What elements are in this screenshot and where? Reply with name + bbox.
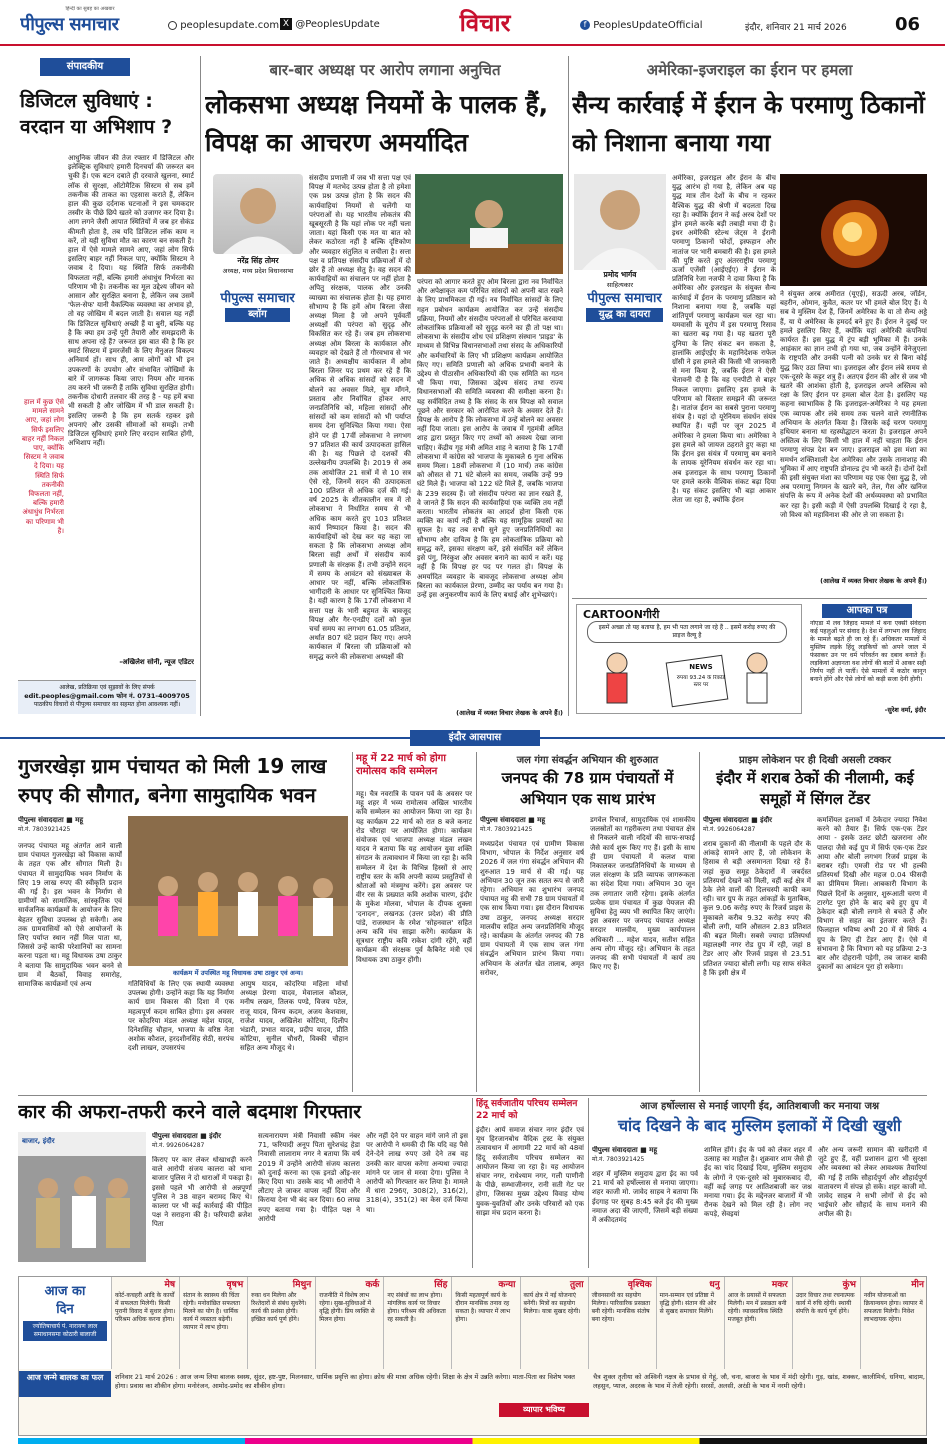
letter-label: आपका पत्र [822, 604, 912, 618]
story5-body-col3: और नहीं देने पर वाहन मांगे जाने तो इस पर आरोपी ने धमकी दी कि यदि वह पैसे देने-देने लाख रुपए उसे देने तब वह उनकी कार वापस करेगा अन्यथा ज्यादा मांगने पर जान से मरवा देगा। पुलिस ने आरोपी को गिरफ्तार कर लिया है। मामले में धारा 296ए, 308(2), 316(2), 318(4), 351(2) का केस दर्ज किया था। [366, 1132, 468, 1214]
war-author-photo [574, 174, 666, 270]
war-body-col1: अमेरिका, इजराइल और ईरान के बीच युद्ध आरंभ हो गया है, लेकिन अब यह युद्ध मात्र तीन देशों के बीच न रहकर वैश्विक युद्ध की श्रेणी में बदलता दिख रहा है। क्योंकि ईरान ने कई अरब देशों पर ड्रोन हमले करके बड़ी तबाही मचा दी है। इधर अमेरिकी स्टेल्थ जेट्स ने ईरानी परमाणु ठिकानों फोर्दो, इस्फहान और नातांज पर भारी बमबारी की है। इस हमले की पुष्टि करते हुए अंतरराष्ट्रीय परमाणु ऊर्जा एजेंसी (आईएईए) ने ईरान के प्रतिनिधि रेजा नजफी ने दावा किया है कि अमेरिका और इजराइल के संयुक्त सैन्य कार्रवाई में ईरान के परमाणु प्रतिष्ठान को निशाना बनाया गया है, जबकि यहां शांतिपूर्ण परमाणु कार्यक्रम चल रहा था। यमवासी के यूरोप में इस परमाणु रिसाव का खतरा बढ़ गया है। यह खतरा पूरी दुनिया के लिए संकट बन सकता है, हालांकि आईएईए के महानिदेशक राफेल ग्रॉसी ने इस हमले की किसी भी जानकारी से मना किया है, जबकि ईरान ने ऐसी चेतावनी दी है कि वह एनपीटी से बाहर निकल जाएगा। इसलिए इस हमले के परिणाम को विस्तार समझने की जरूरत है। नातांज ईरान का सबसे पुराना परमाणु संयंत्र है। यहां दो यूरेनियम संवर्धन संयंत्र स्थापित हैं। यहीं पर जून 2025 में अमेरिका ने हमला किया था। अमेरिका ने इस हमले को जायज ठहराते हुए कहा था कि ईरान इस संयंत्र में परमाणु बम बनाने के लायक यूरेनियम संवर्धन कर रहा था। अब इजराइल के साथ परमाणु ठिकानों पर हमले करके वैश्विक संकट बढ़ा दिया है। यह संकट इसलिए भी बड़ा आकार लेता जा रहा है, क्योंकि ईरान [672, 174, 776, 505]
story7-kicker: आज हर्षोल्लास से मनाई जाएगी ईद, आतिशबाजी कर मनाया जश्न [639, 1101, 880, 1112]
cartoon-label: CARTOONगीरी [583, 608, 660, 621]
editorial-pullquote: हाल में कुछ ऐसे मामले सामने आए, जहां लोग सिर्फ इसलिए बाहर नहीं निकल पाए, क्योंकि सिस्टम ने जवाब दे दिया। यह स्थिति सिर्फ तकनीकी विफलता नहीं, बल्कि हमारी अंधाधुंध निर्भरता का परिणाम भी है। [21, 398, 64, 535]
story1-photo-caption: कार्यक्रम में उपस्थित महू विधायक उषा ठाकुर एवं अन्य। [172, 969, 304, 977]
war-explosion-photo [780, 174, 927, 286]
story1-byline: पीपुल्स संवाददाता ■ महू मो.नं. 7803921425 [18, 816, 158, 836]
editorial-headline: डिजिटल सुविधाएं : वरदान या अभिशाप ? [20, 90, 173, 138]
horoscope-title-box [19, 1277, 111, 1369]
horoscope-birth-text: शनिवार 21 मार्च 2026 : आज जन्म लिया बालक स्वस्थ, सुंदर, हष्ट-पुष्ट, मिलनसार, धार्मिक प्रवृत्ति का होगा। क्रोध की मात्रा अधिक रहेगी। शिक्षा के क्षेत्र में उन्नति करेगा। माता-पिता का विशेष भक्त होगा। प्रवास का शौकीन होगा। मनोरंजन, आमोद-प्रमोद का शौकीन होगा। [115, 1373, 575, 1390]
cartoon-newspaper-text: रुपया 93.24 के रिकॉर्ड स्तर पर [676, 675, 726, 688]
story5-phone: मो.नं. 9926064287 [152, 1142, 205, 1149]
print-color-bar [18, 1438, 927, 1444]
sign-name: धनु [709, 1280, 720, 1290]
story-gujarkheda [18, 752, 348, 1092]
horoscope-signs [111, 1277, 927, 1369]
story4-body-col1: शराब दुकानों की नीलामी के पहले दौर के आंकड़े सामने आए हैं, जो लोकेशन के हिसाब से बड़ी असमानता दिखा रहे हैं। जहां कुछ समूह ठेकेदारों में जबर्दस्त प्रतिस्पर्धा देखने को मिली, वहीं कई क्षेत्र में ठेके लेने वालों की दिलचस्पी काफी कम रही। चार ग्रुप के तहत आंकड़ों के मुताबिक, कुल 9.06 करोड़ रुपए के रिजर्व प्राइस के मुकाबले करीब 9.32 करोड़ रुपए की बोली लगी, यानि औसतन 2.83 प्रतिशत की बढ़त मिली। सबसे ज्यादा प्रतिस्पर्धा महालक्ष्मी नगर रोड ग्रुप में रही, जहां 8 टेंडर आए और रिजर्व प्राइस से 23.51 प्रतिशत ज्यादा बोली लगी। यह साफ संकेत है कि इसी क्षेत्र में [703, 840, 811, 977]
horoscope-sign-12 [860, 1277, 927, 1369]
story2-headline: महू में 22 मार्च को होगा रामोत्सव कवि सम्मेलन [356, 753, 446, 777]
war-author-title: साहित्यकार [606, 281, 634, 289]
footer-disclaimer: पाठकीय विचारों से पीपुल्स समाचार का सहमत होना आवश्यक नहीं। [33, 701, 181, 708]
story4-headline: इंदौर में शराब ठेकों की नीलामी, कई समूहों में सिंगल टेंडर [716, 769, 914, 808]
story-eid [592, 1098, 927, 1268]
story-jal-ganga [480, 752, 695, 1092]
story7-byline: पीपुल्स संवाददाता ■ महू मो.नं. 7803921425 [592, 1146, 700, 1166]
horoscope-birth-label: आज जन्मे बालक का फल [19, 1371, 111, 1397]
horoscope-sign-10 [724, 1277, 792, 1369]
blog-body-col2: परंपरा को आगार करते हुए ओम बिरला द्वारा नव निर्वाचित और अपेक्षाकृत कम परिचित सांसदों को अपनी बात रखने के लिए प्राथमिकता दी गई। नव निर्वाचित सांसदों के लिए गहन प्रबोधन कार्यक्रम आयोजित कर उन्हें संसदीय प्रक्रिया, नियमों और संसदीय परंपराओं से परिचित करवाया लोकतांत्रिक प्रक्रियाओं को सुदृढ़ करने का ही तो पक्ष था। लोकसभा के संसदीय शोध एवं प्रशिक्षण संस्थान 'प्राइड' के माध्यम से विभिन्न विधानसभाओं तथा संसद के अधिकारियों और कर्मचारियों के लिए भी प्रशिक्षण कार्यक्रम आयोजित किए गए। समिति प्रणाली को अधिक प्रभावी बनाने के उद्देश्य से पीठासीन अधिकारियों की एक समिति का गठन भी किया गया, जिसका उद्देश्य संसद तथा राज्य विधानसभाओं की समिति व्यवस्था की समीक्षा करना है। यह सर्वविदित तथ्य है कि संसद के सत्र विपक्ष को सवाल पूछने और सरकार को आरोपित करने के अवसर देते हैं। विपक्ष के आरोप है कि लोकसभा में उन्हें बोलने का अवसर नहीं दिया जाता। इस आरोप के जवाब में गृहमंत्री अमित शाह द्वारा प्रस्तुत किए गए तथ्यों को अवश्य देखा जाना चाहिए। केंद्रीय गृह मंत्री अमित शाह ने बताया है कि 17वीं लोकसभा में कांग्रेस को भाजपा के मुकाबले 6 गुना अधिक समय मिला। 18वीं लोकसभा में (10 मार्च) तक कांग्रेस को औसत से 71 घंटे बोलने का समय, जबकि उन्हें 99 घंटे मिले हैं। भाजपा को 122 घंटे मिले हैं, जबकि भाजपा के 239 सदस्य हैं। जो संसदीय परंपरा का ज्ञान रखते हैं, वे जानते हैं कि सदन की कार्यवाहियां एक व्यक्ति तय नहीं करता। भारतीय लोकतंत्र का आदर्श होना किसी एक व्यक्ति का कार्य नहीं है बल्कि यह सामूहिक प्रयासों का सुफल है। यह तब सभी सुने हुए जनप्रतिनिधियों का सौभाग्य और दायित्व है कि हम लोकतांत्रिक प्रक्रिया को समृद्ध करें, इसका संरक्षण करें, इसे संवर्धित करें लेकिन इसे पंगु, निरंकुश और अवसर बनाने का कार्य न करें। यह नहीं है कि विपक्ष हर पद पर गलत हो। विपक्ष के अमर्यादित व्यवहार के बावजूद लोकसभा अध्यक्ष ओम बिरला का कार्यकाल प्रेरणा, उम्मीद का पर्याय बन गया है। उन्हें इस अनुकरणीय कार्य के लिए बधाई और शुभेच्छाएं। [417, 278, 563, 599]
masthead [0, 0, 945, 46]
editorial-column [18, 58, 196, 678]
blog-author-title: अध्यक्ष, मध्य प्रदेश विधानसभा [222, 267, 294, 275]
horoscope-strip [18, 1276, 927, 1436]
sign-name: वृषभ [226, 1280, 244, 1290]
facebook-icon: f [580, 20, 590, 30]
story3-phone: मो.नं. 7803921425 [480, 826, 533, 833]
story5-body-col2: सत्यनारायण मंत्री निवासी स्कीम नंबर 71, फरियादी अनूप पिता सुरेशचंद्र हेडा निवासी लालाराम नगर ने बताया कि वर्ष 2019 में उन्होंने आरोपी संजय कालरा को दुनाई करना का एक इनडो ऑइ-सर किए दिया था। उसके बाद भी आरोपी ने लौटाए ले जाकर वापस नहीं दिया और किराया देना भी बंद कर दिया। 60 लाख रुपए बताया गया है। पीड़ित पक्ष ने आरोपी [258, 1132, 360, 1223]
person-icon [213, 174, 303, 254]
story7-body-col2: शामिल होंगे। ईद के पर्व को लेकर शहर में उत्साह का माहौल है। शुक्रवार शाम जैसे ही ईद का चांद दिखाई दिया, मुस्लिम समुदाय के लोगों ने एक-दूसरे को मुबारकबाद दी, वहीं कई जगह पर आतिशबाजी कर जश्न मनाया गया। ईद के मद्देनजर बाजारों में भी रौनक देखने को मिल रही है। लोग नए कपड़े, सेवइयां [704, 1146, 812, 1219]
twitter-link[interactable]: X @PeoplesUpdate [280, 18, 410, 34]
war-badge-brand: पीपुल्स समाचार [587, 291, 662, 306]
story6-kicker: हिंदू सर्वजातीय परिचय सम्मेलन 22 मार्च को [476, 1099, 578, 1121]
sign-name: मकर [771, 1280, 788, 1290]
story7-phone: मो.नं. 7803921425 [592, 1156, 645, 1163]
x-twitter-icon: X [280, 18, 292, 30]
story1-headline: गुजरखेड़ा ग्राम पंचायत को मिली 19 लाख रुपए की सौगात, बनेगा सामुदायिक भवन [18, 754, 327, 807]
footer-contact [18, 691, 196, 700]
story4-body-col2: कमर्शियल इलाकों में ठेकेदार ज्यादा निवेश करने को तैयार हैं। सिर्फ एक-एक टेंडर आया - इसके उलट छोटी खजराना और पालदा जैसे कई ग्रुप में सिर्फ एक-एक टेंडर आया और बोली लगभग रिजर्व प्राइस के बराबर रही। एमजी रोड पर भी हल्की प्रतिस्पर्धा दिखी और महज 0.04 फीसदी का प्रीमियम मिला। आबकारी विभाग के पिछले दिनों के अनुसार, शुरूआती चरण में टारगेट पूरा होने के बाद बचे हुए ग्रुप में ठेकेदार बड़ी बोली लगाने से बचते हैं और विभाग से सहत का इंतजार करते हैं। फिलहाल भविष्य अभी 20 में से सिर्फ 4 ग्रुप के लिए ही टेंडर आए हैं। ऐसे में संभावना है कि विभाग को यह प्रक्रिया 2-3 बार और दोहरानी पड़ेगी, तब जाकर बाकी दुकानों का आवंटन पूरा हो सकेगा। [817, 816, 927, 972]
story2-body: महू। चैत्र नवरात्रि के पावन पर्व के अवसर पर महू शहर में भव्य रामोत्सव अखिल भारतीय कवि सम्मेलन का आयोजन किया जा रहा है। यह कार्यक्रम 22 मार्च को रात 8 बजे कनाट रोड चौराहा पर आयोजित होगा। कार्यक्रम संयोजक एवं भाजपा अध्यक्ष मंडल लखन यादव ने बताया कि यह आयोजन युवा शक्ति संगठन के तत्वावधान में किया जा रहा है। कवि सम्मेलन में देश के विभिन्न हिस्सों से आए राष्ट्रीय स्तर के कवि अपनी काव्य प्रस्तुतियों से श्रोताओं को मंत्रमुग्ध करेंगे। इस अवसर पर वीर रस के प्रख्यात कवि अशोक चारण, इंदौर के मुकेश मोलवा, भोपाल के दीपक शुक्ला 'दनादन', लखनऊ (उत्तर प्रदेश) की प्रीति पांडे, राजस्थान के रमेश 'सोहनवाल' सहित अन्य कवि मंच साझा करेंगे। कार्यक्रम के सूत्रधार राष्ट्रीय कवि राकेश दांगी रहेंगे, वहीं कार्यक्रम की संरक्षक पूर्व कैबिनेट मंत्री एवं विधायक उषा ठाकुर होंगी। [356, 790, 472, 964]
story5-photo-sign: बाजार, इंदौर [22, 1137, 55, 1145]
editorial-body: आधुनिक जीवन की तेज रफ्तार में डिजिटल और इलेक्ट्रिक सुविधाएं हमारी दिनचर्या की जरूरत बन चुकी हैं। एक बटन दबाते ही दरवाजे खुलना, स्मार्ट लॉक से सुरक्षा, ऑटोमैटिक सिस्टम से सब हमें तकनीक की ताकत का एहसास कराते हैं, लेकिन हाल की कुछ दर्दनाक घटनाओं ने इस चमकदार तस्वीर के पीछे छिपे खतरे को उजागर कर दिया है। आग लगने जैसी आपात स्थितियों में जब हर सेकंड कीमती होता है, तब यदि डिजिटल लॉक काम न करें, तो यही सुविधा मौत का कारण बन सकती है। हाल में ऐसे मामले सामने आए, जहां लोग सिर्फ इसलिए बाहर नहीं निकल पाए, क्योंकि सिस्टम ने जवाब दे दिया। यह स्थिति सिर्फ तकनीकी विफलता नहीं, बल्कि हमारी अंधाधुंध निर्भरता का परिणाम भी है। तकनीक का मूल उद्देश्य जीवन को आसान और सुरक्षित बनाना है, लेकिन जब उसमें 'फेल-सेफ' यानी वैकल्पिक व्यवस्था का अभाव हो, तो वह जोखिम में बदल जाती है। सवाल यह नहीं कि डिजिटल सुविधाएं अच्छी हैं या बुरी, बल्कि यह है कि क्या हम उन्हें पूरी तैयारी और समझदारी के साथ अपना रहे हैं? जरूरत इस बात की है कि हर स्मार्ट सिस्टम में इमरजेंसी के लिए मैनुअल विकल्प अनिवार्य हों। साथ ही, आम लोगों को भी इन उपकरणों के उपयोग और संभावित जोखिमों के बारे में जागरूक किया जाए। नियम और मानक तय करने भी जरूरी हैं ताकि सुविधा सुरक्षित होगी। तकनीक दोधारी तलवार की तरह है - यह हमें बचा भी सकती है और जोखिम में भी डाल सकती है। इसलिए जरूरी है कि हम सतर्क रहकर इसे अपनाएं और उसकी सीमाओं को समझें। तभी डिजिटल सुविधाएं हमारे लिए वरदान साबित होंगी, अभिशाप नहीं। [68, 154, 194, 448]
sign-name: वृश्चिक [627, 1280, 652, 1290]
cartoon-speech-bubble: इसमें अच्छा तो यह बताया है, हम भी पता लगाने जा रहे हैं .. इसमें करोड़ रुपए की प्राइज वैल्यू है [587, 621, 787, 643]
story-liquor-auction [703, 752, 927, 1092]
story3-kicker: जल गंगा संवर्द्धन अभियान की शुरुआत [516, 755, 659, 766]
story3-headline: जनपद की 78 ग्राम पंचायतों में अभियान एक साथ प्रारंभ [501, 769, 674, 808]
blog-speaker-photo [415, 174, 563, 274]
blog-author-name: नरेंद्र सिंह तोमर [237, 256, 279, 265]
war-article [572, 56, 927, 596]
sign-prediction: राजनीति में विशेष लाभ रहेगा। सुख-सुविधाओं में वृद्धि होगी। प्रिय व्यक्ति से मिलन होगा। [319, 1292, 375, 1323]
footer-email[interactable]: edit.peoples@gmail.com [24, 692, 115, 700]
sign-name: कर्क [365, 1280, 380, 1290]
sign-prediction: जीवनसाथी का सहयोग मिलेगा। पारिवारिक प्रसन्नता बनी रहेगी। मानसिक संतोष बना रहेगा। [591, 1292, 651, 1323]
story4-byline: पीपुल्स संवाददाता ■ इंदौर मो.नं. 9926064287 [703, 816, 811, 836]
footer-phone: फोन नं. 0731-4009705 [116, 692, 190, 700]
story5-headline: कार की अफरा-तफरी करने वाले बदमाश गिरफ्तार [18, 1101, 361, 1123]
website-link[interactable]: peoplesupdate.com [168, 20, 288, 34]
sign-prediction: आज के प्रयासों में सफलता मिलेगी। मन में प्रसन्नता बनी रहेगी। व्यावसायिक स्थिति मजबूत होगी। [727, 1292, 787, 1323]
story7-body-col3: और अन्य जरूरी सामान की खरीदारी में जुटे हुए हैं, वहीं प्रशासन द्वारा भी सुरक्षा और व्यवस्था को लेकर आवश्यक तैयारियां की गई हैं ताकि सौहार्दपूर्ण और शौहार्दपूर्ण वातावरण में संपन्न हो सके। शहर काजी मो. जावेद साहब ने सभी लोगों से ईद को भाईचारे और सौहार्द के साथ मनाने की अपील की है। [818, 1146, 927, 1219]
sign-prediction: संतान के स्वास्थ्य की चिंता रहेगी। मनोवांछित सफलता मिलने का योग है। धार्मिक कार्य में व्यस्तता बढ़ेगी। व्यापार में लाभ होगा। [183, 1292, 241, 1331]
letter-box [808, 604, 928, 716]
facebook-link[interactable]: f PeoplesUpdateOfficial [580, 20, 730, 34]
section-band [0, 728, 945, 748]
horoscope-sign-6 [451, 1277, 519, 1369]
letter-body: नोएडा में लव जिहाद मामले में बना एक्सी संवेदना कई पहलुओं पर संवाद है। देश में लगभग लव जिहाद के मामले बढ़ते ही जा रहे हैं। अधिकतर मामलों में मुस्लिम लड़के हिंदू लड़कियों को अपने जाल में फंसाकर उन पर धर्म परिवर्तन का दबाव बनाते हैं। लड़कियां अज्ञानता वश लोगों की बातों में आकर सही निर्णय नहीं ले पातीं। ऐसे मामलों में कठोर कानून बनाने होंगे और ऐसे लोगों को कड़ी सजा देनी होगी। [810, 620, 926, 683]
horoscope-title-line1: आज का [44, 1284, 86, 1299]
horoscope-title-line2: दिन [56, 1302, 74, 1317]
horoscope-sign-5 [383, 1277, 451, 1369]
story4-phone: मो.नं. 9926064287 [703, 826, 756, 833]
letter-author: -सुरेश वर्मा, इंदौर [884, 706, 926, 714]
sign-name: सिंह [434, 1280, 448, 1290]
story1-body-col3: आयुष यादव, कोदरिया महिला मोर्चा अध्यक्ष प्रेरणा यादव, मेवालाल कौशल, मनीष लखन, तिलक पण्डे, विजय पटेल, राजू यादव, विनय कदम, अजय केशवास, राजेश यादव, अखिलेश कोटिया, दिलीप भंडारी, प्रभात यादव, प्रदीप यादव, प्रीति कोटिया, सुनील चौधरी, विक्की चौहान सहित अन्य मौजूद थे। [240, 980, 348, 1053]
blog-badge-brand: पीपुल्स समाचार [220, 291, 295, 306]
horoscope-business-text: चैत्र शुक्ल तृतीया को अश्विनी नक्षत्र के प्रभाव से गेहूं, जौ, चना, बाजरा के भाव में मंदी रहेगी। गुड़, खांड, शक्कर, कालीमिर्च, धनिया, बादाम, लहसुन, प्याज, अदरक के भाव में तेजी रहेगी। सरसों, अलसी, अरंडी के भाव में नरमी रहेगी। [593, 1373, 925, 1390]
footer-contact-line: आलेख, प्रतिक्रिया एवं सुझावों के लिए संपर्क [59, 684, 155, 691]
story7-body-col1: शहर में मुस्लिम समुदाय द्वारा ईद का पर्व 21 मार्च को हर्षोल्लास से मनाया जाएगा। शहर काजी मो. जावेद साहब ने बताया कि ईदगाह पर सुबह 8:45 बजे ईद की मुख्य नमाज अदा की जाएगी, जिसमें बड़ी संख्या में अकीदतमंद [592, 1170, 698, 1225]
sign-name: मिथुन [292, 1280, 312, 1290]
war-footer: (आलेख में व्यक्त विचार लेखक के अपने हैं।) [820, 577, 927, 585]
editorial-label: संपादकीय [40, 58, 130, 76]
blog-badge-label: ब्लॉग [225, 308, 290, 322]
editorial-footer [18, 680, 196, 714]
sign-prediction: कोर्ट-कचहरी आदि के कार्यों में सफलता मिलेगी। किसी पुरानी विवाद में सुधार होगा। परिश्रम अधिक करना होगा। [115, 1292, 176, 1323]
person-icon [574, 174, 666, 270]
horoscope-business-label: व्यापार भविष्य [499, 1403, 589, 1417]
horoscope-sign-3 [247, 1277, 315, 1369]
logo-tagline: हिन्दी का सुबह का अखबार [65, 6, 115, 12]
war-badge [572, 288, 677, 326]
sign-name: मीन [911, 1280, 924, 1290]
story6-body: इंदौर। आर्य समाज संचार नगर इंदौर एवं यूथ हिरजानबोध वैदिक ट्रस्ट के संयुक्त तत्वावधान में आगामी 22 मार्च को 48वां हिंदू सर्वजातीय परिचय सम्मेलन का आयोजन किया जा रहा है। यह आयोजन संचार नगर, राधेश्याम नगर, गली पाणीनी के पीछे, सम्भाजीनगर, रानी सती गेट पर होगा, जिसका मुख्य उद्देश्य विवाह योग्य युवक-युवतियों और उनके परिवारों को एक साझा मंच प्रदान करना है। [476, 1126, 584, 1217]
story-kavi-sammelan [356, 752, 472, 1092]
story4-kicker: प्राइम लोकेशन पर ही दिखी असली टक्कर [739, 755, 891, 766]
sign-prediction: नए संबंधों का लाभ होगा। मांगलिक कार्य पर विचार होगा। परिश्रम की अधिकता रह सकती है। [387, 1292, 446, 1323]
page-number: 06 [895, 14, 921, 35]
globe-icon [168, 21, 177, 30]
cartoon-newspaper-label: NEWS [689, 663, 713, 671]
blog-kicker: बार-बार अध्यक्ष पर आरोप लगाना अनुचित [269, 61, 501, 79]
sign-prediction: रुका धन मिलेगा और रिश्तेदारों से संबंध सुधरेंगे। कार्य की प्रशंसा होगी। इच्छित कार्य पूर्ण होंगे। [251, 1292, 307, 1323]
horoscope-sign-11 [792, 1277, 860, 1369]
logo-text: पीपुल्स समाचार [20, 14, 119, 35]
story3-byline: पीपुल्स संवाददाता ■ महू मो.नं. 7803921425 [480, 816, 584, 836]
horoscope-sign-8 [588, 1277, 656, 1369]
sign-name: मेष [164, 1280, 176, 1290]
blog-badge [205, 288, 310, 326]
sign-name: कन्या [498, 1280, 516, 1290]
story5-police-photo [18, 1132, 146, 1262]
horoscope-astrologer: ज्योतिषाचार्य पं. नारायण लाल समाधानसमा कोठारी बालाजी [23, 1321, 107, 1341]
sign-prediction: कार्य क्षेत्र में नई योजनाएं बनेंगी। मित्रों का सहयोग मिलेगा। यात्रा सुखद रहेगी। [523, 1292, 581, 1315]
horoscope-sign-2 [179, 1277, 247, 1369]
cartoon-box [576, 604, 802, 714]
masthead-logo[interactable] [20, 6, 160, 36]
blog-headline: लोकसभा अध्यक्ष नियमों के पालक हैं, विपक्ष का आचरण अमर्यादित [205, 90, 549, 157]
story3-body-col2: डगवेल रिचार्ज, सामुदायिक एवं शासकीय जलस्रोतों का गहरीकरण तथा पंचायत क्षेत्र से निकलने वाली नदियों की साफ-सफाई जैसे कार्य शुरू किए गए हैं। इसी के साथ ही ग्राम पंचायतों में कलश यात्रा निकालकर जनप्रतिनिधियों के माध्यम से जल संरक्षण के प्रति व्यापक जागरूकता का संदेश दिया गया। अभियान 30 जून तक लगातार जारी रहेगा। इसके अंतर्गत प्रत्येक ग्राम पंचायत में कुछ पेयजल की सुविधा हेतु व्यय भी स्थापित किए जाएंगे। इस अवसर पर जनपद पंचायत अध्यक्ष सरदार मालवीय, मुख्य कार्यपालन अधिकारी ... महेश यादव, सतीश सहित अन्य लोग मौजूद रहे। अभियान के तहत जनपद की सभी पंचायतों में कार्य तय किए गए हैं। [590, 816, 695, 972]
story1-body-col1: जनपद पंचायत महू अंतर्गत आने वाली ग्राम पंचायत गुजरखेड़ा को विकास कार्यों के तहत एक और सौगात मिली है। पंचायत में सामुदायिक भवन निर्माण के लिए 19 लाख रुपए की स्वीकृति प्रदान की गई है। इस भवन के निर्माण से ग्रामीणों को सामाजिक, सांस्कृतिक एवं सार्वजनिक कार्यक्रमों के आयोजन के लिए बेहतर सुविधा उपलब्ध हो सकेगी। अब तक ग्रामवासियों को ऐसे आयोजनों के लिए पर्याप्त स्थान नहीं मिल पाता था, जिससे उन्हें काफी परेशानियों का सामना करना पड़ता था। महू विधायक उषा ठाकुर ने बताया कि सामुदायिक भवन बनने से ग्राम में बैठकों, विवाह समारोह, सामाजिक कार्यक्रमों एवं अन्य [18, 842, 122, 989]
sign-name: तुला [570, 1280, 584, 1290]
sign-prediction: मान-सम्मान एवं प्रतिष्ठा में वृद्धि होगी। संतान की ओर से सुखद समाचार मिलेंगे। [659, 1292, 717, 1315]
war-kicker: अमेरिका-इजराइल का ईरान पर हमला [646, 61, 853, 79]
sign-prediction: उदार विचार तथा रचनात्मक कार्य में रुचि रहेगी। स्थायी संपत्ति के कार्य पूर्ण होंगे। [795, 1292, 855, 1315]
section-title: विचार [459, 9, 511, 37]
war-headline: सैन्य कार्रवाई में ईरान के परमाणु ठिकानों को निशाना बनाया गया [572, 91, 925, 157]
horoscope-sign-9 [656, 1277, 724, 1369]
horoscope-sign-1 [111, 1277, 179, 1369]
blog-author-photo [213, 174, 303, 254]
story-parichay-sammelan [476, 1098, 584, 1268]
story-car-fraud [18, 1098, 468, 1268]
dateline: इंदौर, शनिवार 21 मार्च 2026 [745, 23, 847, 33]
horoscope-sign-4 [315, 1277, 383, 1369]
horoscope-sign-7 [520, 1277, 588, 1369]
story1-phone: मो.नं. 7803921425 [18, 826, 71, 833]
story7-headline: चांद दिखने के बाद मुस्लिम इलाकों में दिखी खुशी [617, 1116, 902, 1135]
sign-prediction: नवीन योजनाओं का क्रियान्वयन होगा। व्यापार में सफलता मिलेगी। निवेश लाभदायक रहेगा। [863, 1292, 923, 1323]
sign-name: कुंभ [842, 1280, 856, 1290]
story1-event-photo [128, 816, 348, 966]
editorial-author: -अखिलेश सोनी, न्यूज एडिटर [119, 658, 194, 666]
war-badge-label: युद्ध का दायरा [586, 308, 663, 322]
war-body-col2: ने संयुक्त अरब अमीरात (यूएई), सऊदी अरब, जॉर्डन, बहरीन, ओमान, कुवैत, कतर पर भी हमले बोल दिए हैं। ये सब वे मुस्लिम देश हैं, जिनमें अमेरिका के या तो सैन्य अड्डे हैं, या ये अमेरिका के हमदर्द बने हुए हैं। ईरान ने दुबई पर हमले इसलिए किए हैं, क्योंकि यहां अमेरिकी कंपनियां कार्यरत हैं। इस युद्ध में ट्रंप बड़ी भूमिका में हैं। उनके आहंकार का ज्ञान तभी हो गया था, जब उन्होंने वेनेजुएला के राष्ट्रपति और उनकी पत्नी को उनके घर से बिना कोई युद्ध किए उठा लिया था। इजराइल और ईरान लंबे समय से एक-दूसरे के कट्टर शत्रु हैं। अतएव ईरान की ओर से जब भी खतरे की आशंका होती है, इजराइल अपने अस्तित्व को रक्षा के लिए ईरान पर हमला बोल देता है। इसलिए यह कहना स्वाभाविक है कि इजराइल-अमेरिका ने यह हमला एक व्यापक और लंबे समय तक चलने वाले रणनीतिक अभियान के अंतर्गत किया है। जिसके कई चरण परमाणु हथियार बनाना था रहस्योद्घाटन करता है। इजराइल अपने अस्तित्व के लिए किसी भी हाल में नहीं चाहता कि ईरान परमाणु संपन्न देश बन जाए। इजराइल को इस मंशा का समर्थन शक्तिशाली देश अमेरिका और उसके तानाशाह की भूमिका में आए राष्ट्रपति डोनाल्ड ट्रंप भी करते हैं। दोनों देशों की इसी संयुक्त मंशा का परिणाम यह एक ऐसा युद्ध है, जो अब परमाणु निगमन के खतरे बने, तेल, गैस और खनिज संपत्ति के रूप में अनेक देशों की अर्थव्यवस्था को प्रभावित कर रहा है। इसी कड़ी में ऐसी उपलब्धि दिखाई दे रहा है, जो विश्व को महाविनाश की ओर ले जा सकता है। [780, 290, 927, 519]
sign-prediction: किसी महत्वपूर्ण कार्य के दौरान मानसिक तनाव रह सकता है। व्यापार में लाभ होगा। [455, 1292, 511, 1323]
blog-body-col1: संसदीय प्रणाली में जब भी सत्ता पक्ष एवं विपक्ष में मतभेद उत्पन्न होता है तो हमेशा एक प्रश्न उत्पन्न होता है कि सदन की कार्यवाहियां नियमों से चलेंगी या परंपराओं से। यह भारतीय लोकतंत्र की खूबसूरती है कि यहां लोक पर नहीं चला जाता। यहां किसी एक मत या बात को लेकर कठोरता नहीं है बल्कि दृष्टिकोण और व्यवहार संतुलित व लचीला है। सत्ता पक्ष व प्रतिपक्ष संसदीय प्रक्रियाओं में दो छोर हैं तो अध्यक्ष सेतु है। वह सदन की कार्यवाहियों का संचालन पर नहीं होता है अपितु संरक्षक, पालक और उनकी व्याख्या का संचालक होता है। यह हमारा सौभाग्य है कि हमें ओम बिरला जैसा अध्यक्ष मिला है जो अपने पूर्ववर्ती अध्यक्षों की परंपरा को सुदृढ़ और विकसित कर रहे हैं। जब हम लोकसभा अध्यक्ष ओम बिरला के कार्यकाल और व्यवहार को देखते हैं तो गौरवभाव से भर जाते हैं। अध्यक्षीय कार्यकाल में ओम बिरला जिनर पद प्रथम कर रहे हैं कि अधिक से अधिक सांसदों को सदन में बोलने का अवसर मिले, सूत्र माँगने, प्रस्ताव और निर्वाचित होकर आए जनप्रतिनिधि को, महिला सांसदों और सांसदों को कम सांसदों को भी पर्याप्त समय देना सुनिश्चित किया गया। ऐसा होने पर ही 17वीं लोकसभा ने लगभग 97 प्रतिशत की कार्य उत्पादकता हासिल की है। यह पिछले दो दशकों की उल्लेखनीय उपलब्धि है। 2019 से अब तक आयोजित 21 सत्रों में से 10 सत्र ऐसे रहे, जिनमें सदन की उत्पादकता 100 प्रतिशत से अधिक दर्ज की गई। वर्ष 2025 के शीतकालीन सत्र में तो लोकसभा ने निर्धारित समय से भी अधिक काम करते हुए 103 प्रतिशत कार्य निष्पादन किया है। सदन की कार्यवाहियों को देख कर यह कहा जा सकता है कि लोकसभा अध्यक्ष ओम बिरला सही अर्थों में संसदीय कार्य प्रणाली के संरक्षक हैं। तभी उन्होंने सदन में समय के आवंटन को संख्याबल के आधार पर नहीं, बल्कि लोकतांत्रिक भागीदारी के आधार पर सुनिश्चित किया है। यही कारण है कि 17वीं लोकसभा में सत्ता पक्ष के भारी बहुमत के बावजूद विपक्ष और गैर-एनडीए दलों को कुल चर्चा समय का लगभग 61.05 प्रतिशत, अर्थात 807 घंटे प्रदान किए गए। अपने कार्यकाल में बिरला जी प्रक्रियाओं को समृद्ध करने की लोकसभा अध्यक्षों की [309, 174, 411, 661]
story3-body-col1: मध्यप्रदेश पंचायत एवं ग्रामीण विकास विभाग, भोपाल के निर्देश अनुसार वर्ष 2026 में जल गंगा संवर्द्धन अभियान की शुरुआत 19 मार्च से की गई। यह अभियान 30 जून तक सतत रूप से जारी रहेगा। अभियान का शुभारंभ जनपद पंचायत महू की सभी 78 ग्राम पंचायतों में एक साथ किया गया। इस दौरान विधायक उषा ठाकुर, जनपद अध्यक्ष सरदार मालवीय सहित अन्य जनप्रतिनिधि मौजूद रहे। कार्यक्रम के अंतर्गत जनपद की 78 ग्राम पंचायतों में एक साथ जल गंगा संवर्द्धन अभियान प्रारंभ किया गया। अभियान के अंतर्गत खेत तालाब, अमृत सरोवर, [480, 840, 584, 977]
war-author-name: प्रमोद भार्गव [603, 270, 637, 279]
story5-byline: पीपुल्स संवाददाता ■ इंदौर मो.नं. 9926064287 [152, 1132, 302, 1152]
section-band-label: इंदौर आसपास [410, 730, 540, 746]
blog-article [205, 56, 565, 721]
blog-footer: (आलेख में व्यक्त विचार लेखक के अपने हैं।) [456, 709, 563, 717]
story5-body-col1: किराए पर कार लेकर धोखाधड़ी करने वाले आरोपी संजय कालरा को थाना बाजार पुलिस ने दो धाराओं में पकड़ा है। इससे पहले भी आरोपी से अन्नपूर्णा पुलिस ने 38 वाहन बरामद किए थे। कालरा पर भी कई कार्रवाई की पीड़ित पक्ष ने सराहना की है। फरियादी ब्रजेश पिता [152, 1156, 252, 1229]
story1-body-col2: गतिविधियों के लिए एक स्थायी व्यवस्था उपलब्ध होगी। उन्होंने कहा कि यह निर्माण कार्य ग्राम विकास की दिशा में एक महत्वपूर्ण कदम साबित होगा। इस अवसर पर कोदरिया मंडल अध्यक्ष महेश यादव, दिनेशसिंह चौहान, भाजपा के वरिष्ठ नेता अशोक कौशल, हरदशीनसिंह सेठी, सरपंच दशी लाखन, उपसरपंच [128, 980, 234, 1053]
